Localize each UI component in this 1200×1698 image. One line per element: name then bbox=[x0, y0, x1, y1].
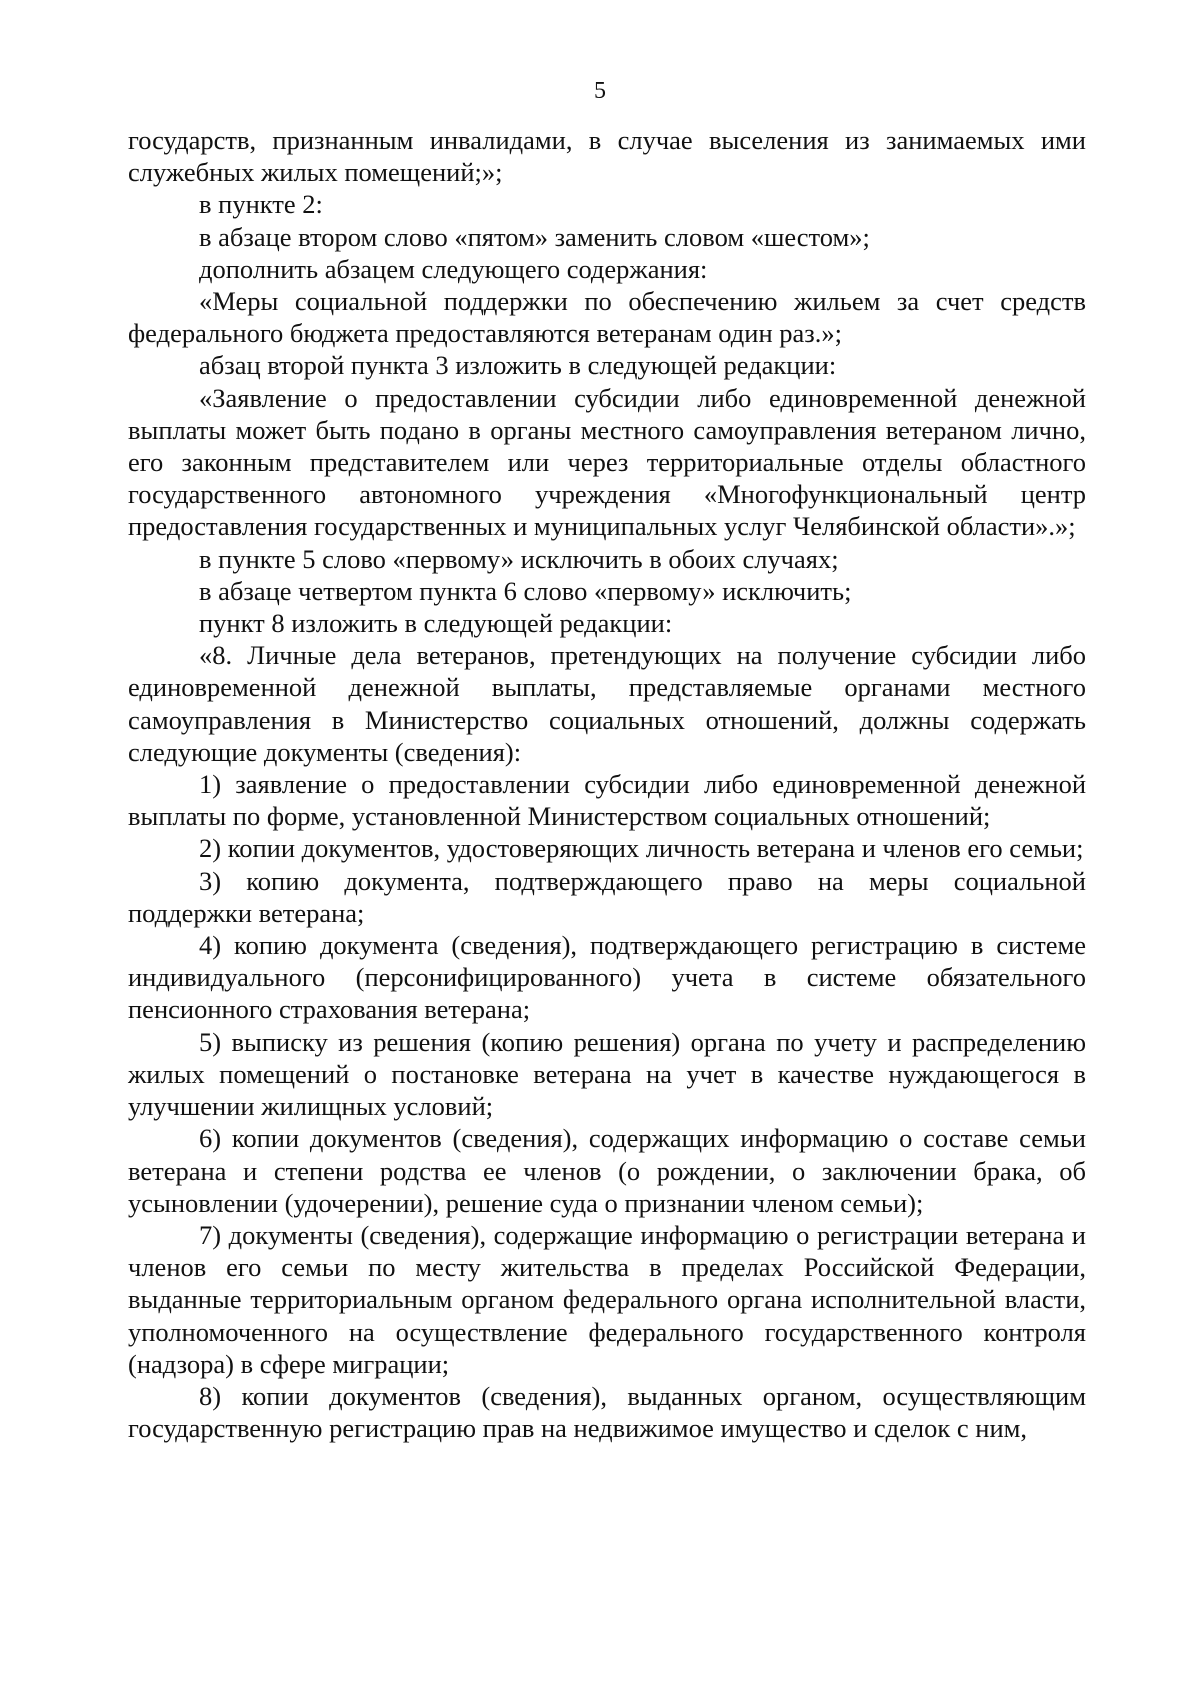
paragraph: в пункте 5 слово «первому» исключить в обоих случаях; bbox=[199, 543, 839, 574]
paragraph: в абзаце втором слово «пятом» заменить словом «шестом»; bbox=[199, 221, 870, 252]
paragraph: 3) копию документа, подтверждающего право на меры социальной поддержки ветерана; bbox=[128, 865, 1086, 928]
paragraph: дополнить абзацем следующего содержания: bbox=[199, 253, 708, 284]
document-body bbox=[128, 124, 1086, 1444]
paragraph: 8) копии документов (сведения), выданных органом, осуществляющим государственную регистрацию прав на недвижимое имущество и сделок с ним, bbox=[128, 1380, 1086, 1444]
paragraph: «Заявление о предоставлении субсидии либо единовременной денежной выплаты может быть подано в органы местного самоуправления ветераном лично, его законным представителем или через территориальные отделы областного государственного автономного учреждения «Многофункциональный центр предоставления государственных и муниципальных услуг Челябинской области».»; bbox=[128, 382, 1086, 542]
paragraph: 2) копии документов, удостоверяющих личность ветерана и членов его семьи; bbox=[199, 833, 1084, 864]
paragraph: 7) документы (сведения), содержащие информацию о регистрации ветерана и членов его семьи по месту жительства в пределах Российской Федерации, выданные территориальным органом федерального органа исполнительной власти, уполномоченного на осуществление федерального государственного контроля (надзора) в сфере миграции; bbox=[128, 1219, 1086, 1379]
paragraph: абзац второй пункта 3 изложить в следующей редакции: bbox=[199, 350, 837, 381]
paragraph: 5) выписку из решения (копию решения) органа по учету и распределению жилых помещений о постановке ветерана на учет в качестве нуждающегося в улучшении жилищных условий; bbox=[128, 1026, 1086, 1122]
paragraph: в абзаце четвертом пункта 6 слово «первому» исключить; bbox=[199, 575, 852, 606]
paragraph: «Меры социальной поддержки по обеспечению жильем за счет средств федерального бюджета предоставляются ветеранам один раз.»; bbox=[128, 286, 1086, 349]
paragraph: 1) заявление о предоставлении субсидии либо единовременной денежной выплаты по форме, установленной Министерством социальных отношений; bbox=[128, 769, 1086, 832]
paragraph: пункт 8 изложить в следующей редакции: bbox=[199, 608, 673, 639]
paragraph: 6) копии документов (сведения), содержащих информацию о составе семьи ветерана и степени родства ее членов (о рождении, о заключении брака, об усыновлении (удочерении), решение суда о признании членом семьи); bbox=[128, 1123, 1086, 1218]
paragraph: в пункте 2: bbox=[199, 189, 323, 220]
paragraph: «8. Личные дела ветеранов, претендующих на получение субсидии либо единовременной денежной выплаты, представляемые органами местного самоуправления в Министерство социальных отношений, должны содержать следующие документы (сведения): bbox=[128, 640, 1086, 767]
paragraph: государств, признанным инвалидами, в случае выселения из занимаемых ими служебных жилых помещений;»; bbox=[128, 125, 1086, 188]
page-number: 5 bbox=[594, 78, 606, 104]
paragraph: 4) копию документа (сведения), подтверждающего регистрацию в системе индивидуального (персонифицированного) учета в системе обязательного пенсионного страхования ветерана; bbox=[128, 930, 1086, 1025]
